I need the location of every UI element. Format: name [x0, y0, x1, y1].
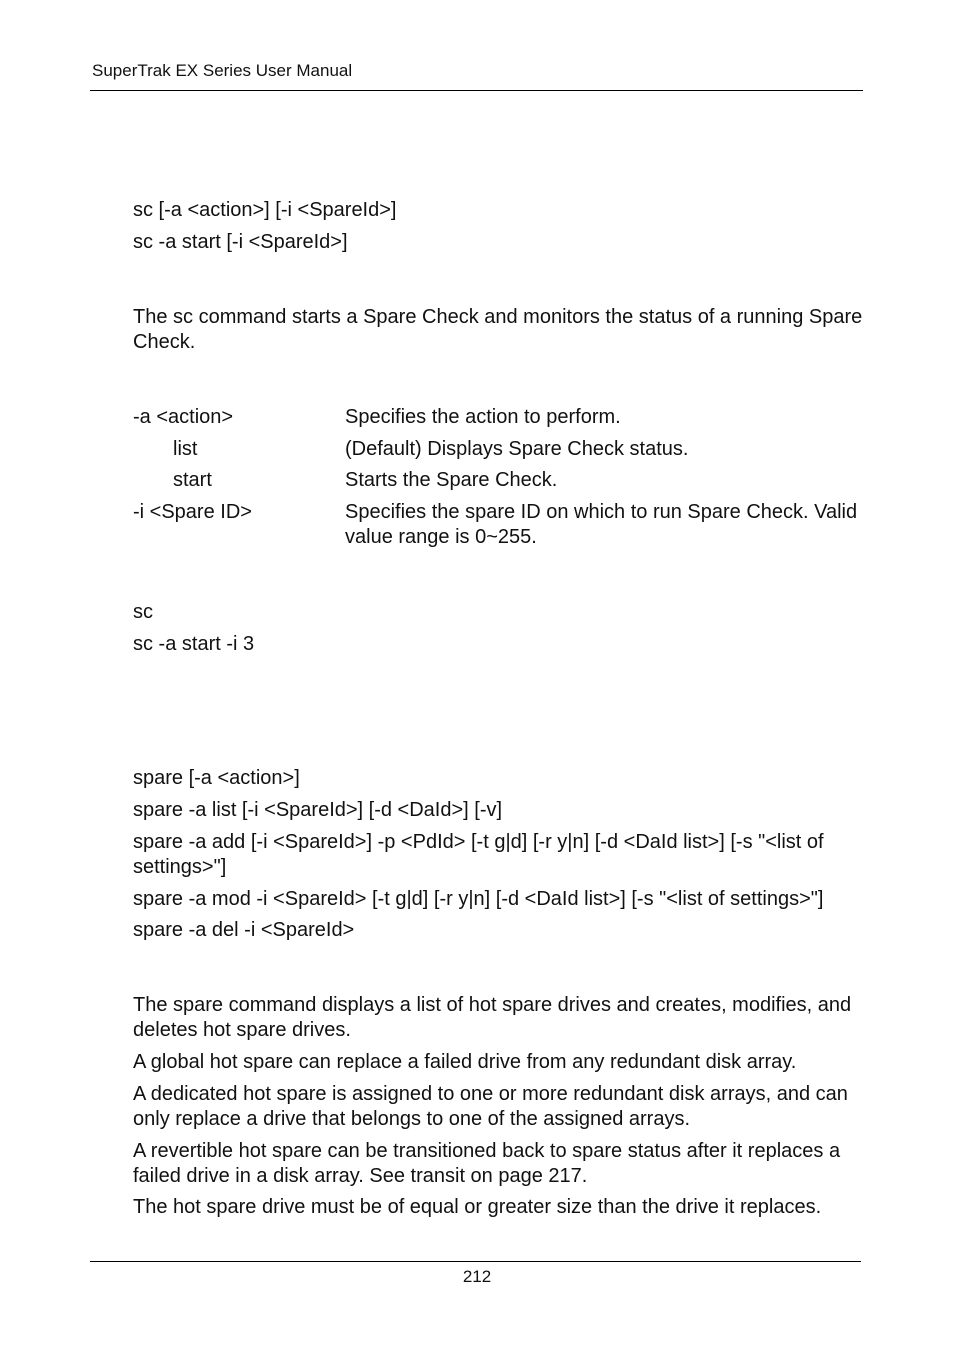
spare-description: A global hot spare can replace a failed drive from any redundant disk array.: [133, 1051, 797, 1073]
option-description: (Default) Displays Spare Check status.: [345, 438, 689, 460]
option-name: -a <action>: [133, 406, 234, 428]
spare-usage-line: spare -a list [-i <SpareId>] [-d <DaId>] [-v]: [133, 799, 503, 821]
sc-usage-line: sc -a start [-i <SpareId>]: [133, 231, 348, 253]
option-value-name: start: [173, 469, 212, 491]
spare-usage-line: spare -a add [-i <SpareId>] -p <PdId> [-t g|d] [-r y|n] [-d <DaId list>] [-s "<list of settings>"]: [133, 831, 824, 878]
sc-example: sc -a start -i 3: [133, 633, 255, 655]
sc-usage-line: sc [-a <action>] [-i <SpareId>]: [133, 199, 397, 221]
spare-usage-line: spare -a mod -i <SpareId> [-t g|d] [-r y|n] [-d <DaId list>] [-s "<list of settings>"]: [133, 888, 824, 910]
option-description: Starts the Spare Check.: [345, 469, 558, 491]
spare-usage-line: spare -a del -i <SpareId>: [133, 919, 355, 941]
option-description: Specifies the action to perform.: [345, 406, 621, 428]
option-name: -i <Spare ID>: [133, 501, 252, 523]
spare-usage-line: spare [-a <action>]: [133, 767, 300, 789]
manual-title: SuperTrak EX Series User Manual: [92, 61, 353, 80]
spare-description: The spare command displays a list of hot spare drives and creates, modifies, and deletes hot spare drives.: [133, 994, 852, 1041]
option-value-name: list: [173, 438, 198, 460]
spare-description: A revertible hot spare can be transitioned back to spare status after it replaces a failed drive in a disk array. See transit on page 217.: [133, 1140, 841, 1187]
page-number: 212: [462, 1267, 492, 1286]
footer-rule: [90, 1261, 861, 1262]
spare-description: A dedicated hot spare is assigned to one or more redundant disk arrays, and can only replace a drive that belongs to one of the assigned arrays.: [133, 1083, 848, 1130]
sc-example: sc: [133, 601, 153, 623]
spare-description: The hot spare drive must be of equal or greater size than the drive it replaces.: [133, 1196, 822, 1218]
sc-description: The sc command starts a Spare Check and monitors the status of a running Spare Check.: [133, 306, 863, 353]
option-description: Specifies the spare ID on which to run Spare Check. Valid value range is 0~255.: [345, 501, 858, 548]
header-rule: [90, 90, 863, 91]
